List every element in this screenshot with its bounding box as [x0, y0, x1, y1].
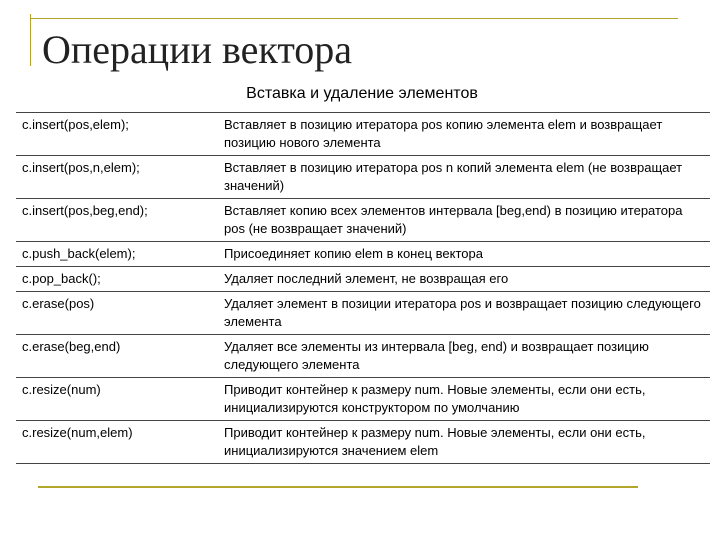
description-cell: Присоединяет копию elem в конец вектора	[216, 242, 710, 267]
operations-table	[16, 112, 710, 464]
description-cell: Удаляет все элементы из интервала [beg, end) и возвращает позицию следующего элемента	[216, 335, 710, 378]
operation-cell: c.pop_back();	[16, 267, 216, 292]
description-cell: Вставляет в позицию итератора pos n копий элемента elem (не возвращает значений)	[216, 156, 710, 199]
description-cell: Вставляет копию всех элементов интервала [beg,end) в позицию итератора pos (не возвращает значений)	[216, 199, 710, 242]
table-row	[16, 242, 710, 267]
table-caption: Вставка и удаление элементов	[246, 85, 478, 102]
operation-cell: c.insert(pos,n,elem);	[16, 156, 216, 199]
decorative-horizontal-line	[30, 18, 678, 19]
table-row	[16, 113, 710, 156]
description-cell: Приводит контейнер к размеру num. Новые элементы, если они есть, инициализируются значением elem	[216, 421, 710, 464]
table-row	[16, 378, 710, 421]
table-row	[16, 156, 710, 199]
operation-cell: c.erase(pos)	[16, 292, 216, 335]
operation-cell: c.resize(num)	[16, 378, 216, 421]
description-cell: Удаляет элемент в позиции итератора pos и возвращает позицию следующего элемента	[216, 292, 710, 335]
operation-cell: c.erase(beg,end)	[16, 335, 216, 378]
description-cell: Вставляет в позицию итератора pos копию элемента elem и возвращает позицию нового элемента	[216, 113, 710, 156]
operation-cell: c.push_back(elem);	[16, 242, 216, 267]
operation-cell: c.insert(pos,beg,end);	[16, 199, 216, 242]
description-cell: Приводит контейнер к размеру num. Новые элементы, если они есть, инициализируются конструктором по умолчанию	[216, 378, 710, 421]
operation-cell: c.insert(pos,elem);	[16, 113, 216, 156]
table-row	[16, 421, 710, 464]
description-cell: Удаляет последний элемент, не возвращая его	[216, 267, 710, 292]
decorative-bottom-line	[38, 486, 638, 488]
slide-title: Операции вектора	[42, 27, 353, 72]
decorative-vertical-line	[30, 14, 31, 66]
table-row	[16, 267, 710, 292]
operation-cell: c.resize(num,elem)	[16, 421, 216, 464]
table-row	[16, 292, 710, 335]
table-row	[16, 199, 710, 242]
table-row	[16, 335, 710, 378]
